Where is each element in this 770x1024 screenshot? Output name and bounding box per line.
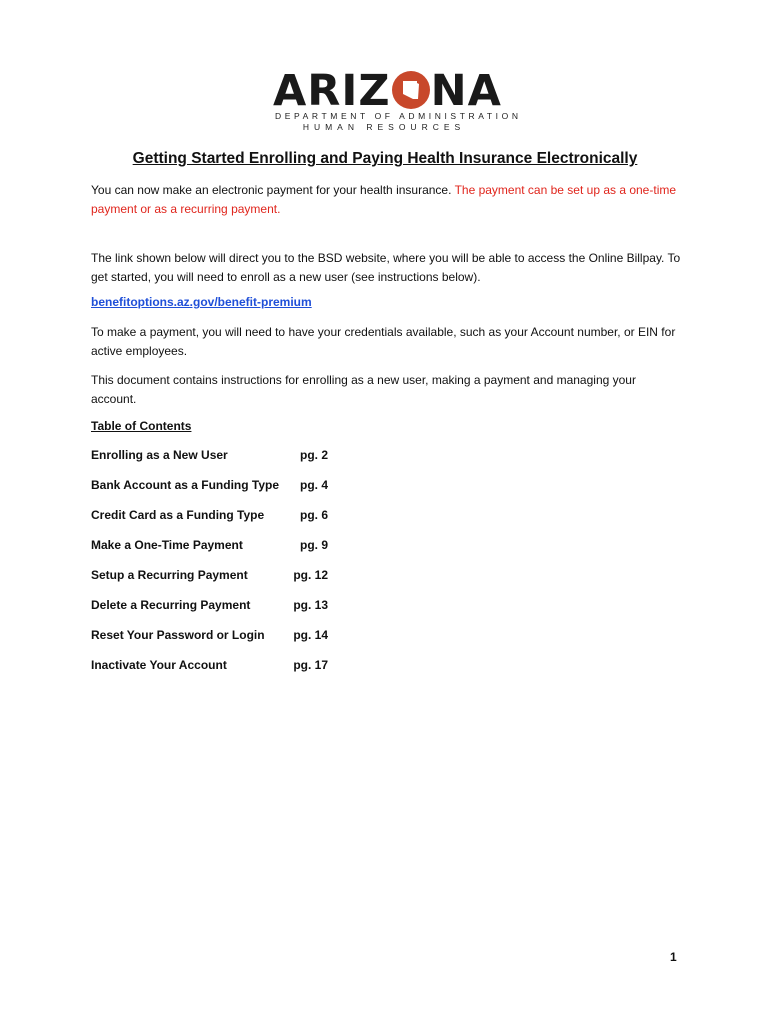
toc-item-label: Reset Your Password or Login [91, 628, 265, 642]
toc-item [91, 568, 341, 586]
arizona-state-o-icon [392, 71, 430, 109]
toc-item [91, 598, 341, 616]
toc-item [91, 448, 341, 466]
toc-item [91, 508, 341, 526]
logo-department-line: DEPARTMENT OF ADMINISTRATION [275, 111, 522, 121]
toc-item-label: Make a One-Time Payment [91, 538, 243, 552]
toc-item [91, 628, 341, 646]
toc-item-label: Inactivate Your Account [91, 658, 227, 672]
toc-item-label: Setup a Recurring Payment [91, 568, 248, 582]
toc-item-page: pg. 9 [299, 538, 328, 552]
toc-item-label: Bank Account as a Funding Type [91, 478, 280, 492]
toc-item-label: Credit Card as a Funding Type [91, 508, 265, 522]
toc-item-page: pg. 17 [293, 658, 328, 672]
toc-item [91, 478, 341, 496]
toc-item-label: Delete a Recurring Payment [91, 598, 251, 612]
document-title: Getting Started Enrolling and Paying Health Insurance Electronically [132, 150, 638, 167]
intro-paragraph [91, 181, 681, 219]
logo-wordmark [273, 66, 502, 116]
arizona-doa-hr-logo [273, 66, 522, 136]
document-scope-paragraph: This document contains instructions for enrolling as a new user, making a payment and managing your account. [91, 373, 636, 406]
toc-item-label: Enrolling as a New User [91, 448, 228, 462]
toc-item [91, 658, 341, 676]
logo-word-left: ARIZ [273, 66, 391, 116]
toc-item-page: pg. 2 [299, 448, 328, 462]
toc-item-page: pg. 4 [299, 478, 328, 492]
toc-item-page: pg. 14 [293, 628, 328, 642]
toc-item [91, 538, 341, 556]
intro-text: You can now make an electronic payment for your health insurance. [91, 183, 455, 197]
logo-division-line: HUMAN RESOURCES [302, 122, 466, 132]
logo-word-right: NA [430, 66, 502, 116]
toc-item-page: pg. 12 [293, 568, 328, 582]
toc-item-page: pg. 6 [299, 508, 328, 522]
toc-item-page: pg. 13 [293, 598, 328, 612]
page-number: 1 [670, 950, 677, 964]
credentials-paragraph: To make a payment, you will need to have your credentials available, such as your Account number, or EIN for active employees. [91, 325, 676, 358]
link-intro-paragraph: The link shown below will direct you to the BSD website, where you will be able to access the Online Billpay. To get started, you will need to enroll as a new user (see instructions below). [91, 251, 681, 284]
toc-heading: Table of Contents [91, 419, 192, 433]
benefit-premium-link[interactable]: benefitoptions.az.gov/benefit-premium [91, 295, 312, 309]
intro-highlight: The payment can be set up as a one-time payment or as a recurring payment. [91, 183, 677, 216]
